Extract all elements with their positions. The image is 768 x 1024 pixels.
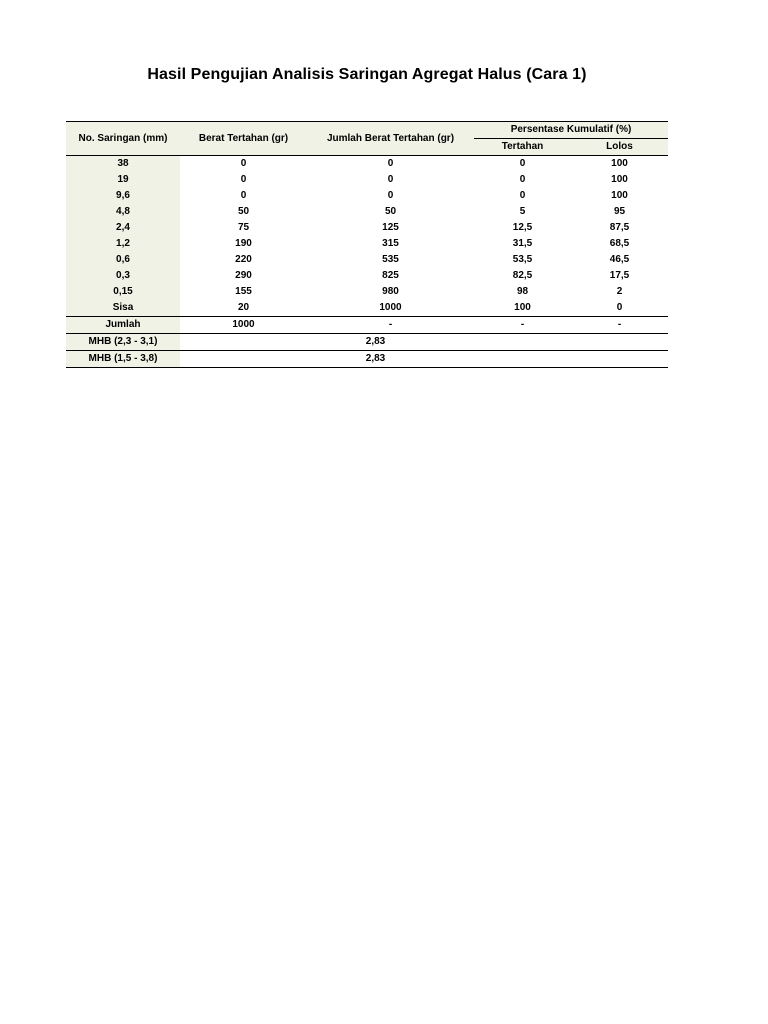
jumlah-berat-tertahan-cell: 980 [382,286,399,297]
mhb-1-label: MHB (2,3 - 3,1) [66,334,180,351]
sieve-analysis-table [66,121,668,368]
no-saringan-cell: 9,6 [66,188,180,204]
table-row [66,156,668,173]
tertahan-cell: 0 [519,158,526,169]
berat-tertahan-cell: 0 [240,174,247,185]
table-row [66,204,668,220]
table-row [66,188,668,204]
mhb-row-2 [66,351,668,368]
lolos-cell: 0 [616,302,623,313]
berat-tertahan-cell: 220 [235,254,252,265]
table-row [66,220,668,236]
lolos-cell: 100 [611,174,628,185]
lolos-cell: 17,5 [609,270,630,281]
lolos-cell: 68,5 [609,238,630,249]
header-no-saringan: No. Saringan (mm) [66,122,180,156]
berat-tertahan-cell: 75 [237,222,250,233]
tertahan-cell: 100 [514,302,531,313]
table-row [66,284,668,300]
jumlah-berat-tertahan-cell: 125 [382,222,399,233]
tertahan-cell: 31,5 [512,238,533,249]
jumlah-berat-tertahan-cell: 535 [382,254,399,265]
table-row [66,252,668,268]
table-row [66,268,668,284]
no-saringan-cell: 2,4 [66,220,180,236]
berat-tertahan-cell: 155 [235,286,252,297]
no-saringan-cell: 19 [66,172,180,188]
lolos-cell: 2 [616,286,623,297]
jumlah-berat-tertahan-cell: 0 [387,158,394,169]
lolos-cell: 100 [611,190,628,201]
tertahan-cell: 82,5 [512,270,533,281]
lolos-cell: 95 [613,206,626,217]
jumlah-berat-tertahan-cell: 315 [382,238,399,249]
header-jumlah-berat-tertahan: Jumlah Berat Tertahan (gr) [307,122,474,156]
berat-tertahan-cell: 20 [237,302,250,313]
table-row [66,300,668,317]
lolos-cell: 100 [611,158,628,169]
jumlah-berat-tertahan-cell: 825 [382,270,399,281]
tertahan-cell: 0 [519,174,526,185]
table-header-row [66,122,668,139]
mhb-row-1 [66,334,668,351]
jumlah-jumlah-berat: - [307,317,474,334]
mhb-2-label: MHB (1,5 - 3,8) [66,351,180,368]
no-saringan-cell: 38 [66,156,180,173]
header-berat-tertahan: Berat Tertahan (gr) [180,122,307,156]
berat-tertahan-cell: 0 [240,158,247,169]
mhb-2-value: 2,83 [180,351,668,368]
table-body [66,156,668,317]
lolos-cell: 87,5 [609,222,630,233]
no-saringan-cell: 1,2 [66,236,180,252]
tertahan-cell: 98 [516,286,529,297]
document-title: Hasil Pengujian Analisis Saringan Agregat Halus (Cara 1) [147,66,587,83]
no-saringan-cell: Sisa [66,300,180,317]
berat-tertahan-cell: 290 [235,270,252,281]
jumlah-row [66,317,668,334]
jumlah-tertahan: - [474,317,571,334]
berat-tertahan-cell: 50 [237,206,250,217]
jumlah-label: Jumlah [66,317,180,334]
jumlah-berat-tertahan-cell: 1000 [379,302,402,313]
header-persentase-kumulatif: Persentase Kumulatif (%) [474,122,668,139]
lolos-cell: 46,5 [609,254,630,265]
header-lolos: Lolos [571,139,668,156]
no-saringan-cell: 0,3 [66,268,180,284]
tertahan-cell: 0 [519,190,526,201]
table-row [66,236,668,252]
jumlah-lolos: - [571,317,668,334]
table-row [66,172,668,188]
tertahan-cell: 5 [519,206,526,217]
jumlah-berat-tertahan: 1000 [180,317,307,334]
berat-tertahan-cell: 190 [235,238,252,249]
tertahan-cell: 53,5 [512,254,533,265]
jumlah-berat-tertahan-cell: 0 [387,190,394,201]
jumlah-berat-tertahan-cell: 50 [384,206,397,217]
header-tertahan: Tertahan [474,139,571,156]
no-saringan-cell: 4,8 [66,204,180,220]
jumlah-berat-tertahan-cell: 0 [387,174,394,185]
no-saringan-cell: 0,15 [66,284,180,300]
berat-tertahan-cell: 0 [240,190,247,201]
tertahan-cell: 12,5 [512,222,533,233]
no-saringan-cell: 0,6 [66,252,180,268]
mhb-1-value: 2,83 [180,334,668,351]
